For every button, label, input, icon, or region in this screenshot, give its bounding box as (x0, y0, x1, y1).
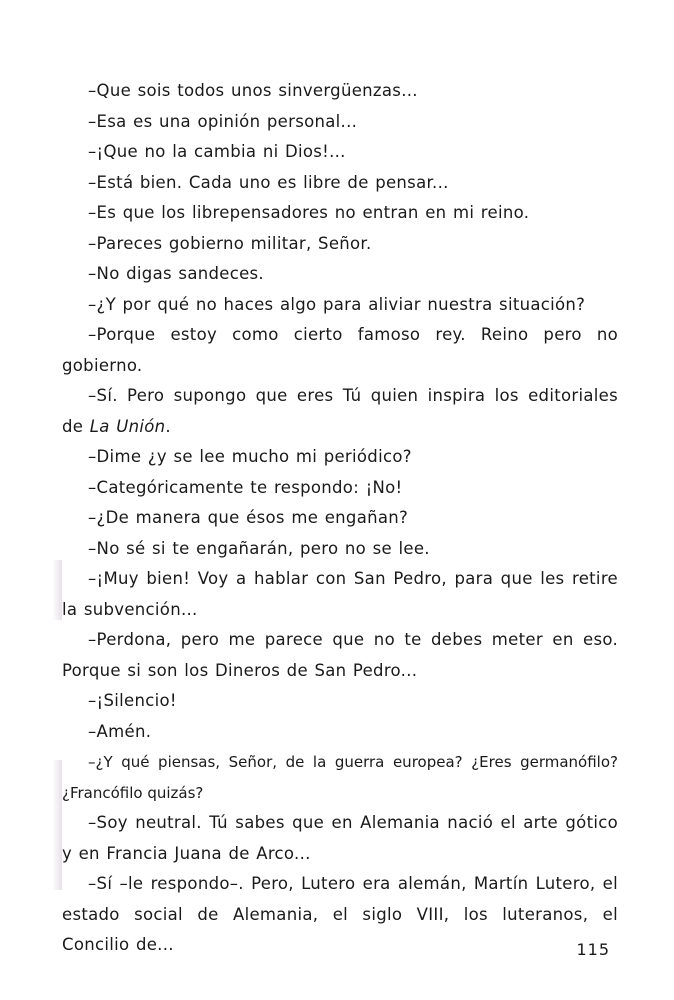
dialogue-line: –Categóricamente te respondo: ¡No! (88, 477, 403, 497)
dialogue-line: –Esa es una opinión personal... (88, 111, 358, 131)
page-number: 115 (576, 940, 610, 959)
dialogue-line: –Es que los librepensadores no entran en mi reino. (88, 203, 530, 222)
dialogue-line: –¿De manera que ésos me engañan? (88, 508, 409, 527)
dialogue-line: –¿Y por qué no haces algo para aliviar nuestra situación? (88, 294, 586, 314)
dialogue-line: –Amén. (88, 721, 152, 741)
dialogue-line: –¡Que no la cambia ni Dios!... (88, 142, 346, 161)
dialogue-line: –¿Y qué piensas, Señor, de la guerra europea? ¿Eres germanófilo? ¿Francófilo quizás? (62, 753, 618, 802)
dialogue-line: –Soy neutral. Tú sabes que en Alemania nació el arte gótico y en Francia Juana de Arco... (62, 813, 618, 863)
dialogue-text-segment: –Sí. Pero supongo que eres Tú quien inspira los editoriales de (62, 386, 618, 436)
dialogue-line: –Dime ¿y se lee mucho mi periódico? (88, 447, 412, 466)
dialogue-line: –¡Silencio! (88, 691, 177, 710)
dialogue-line: –Porque estoy como cierto famoso rey. Reino pero no gobierno. (62, 325, 618, 375)
dialogue-line: –Que sois todos unos sinvergüenzas... (88, 81, 418, 100)
dialogue-line: –Pareces gobierno militar, Señor. (88, 233, 372, 253)
page-edge-shadow (52, 760, 62, 890)
page-edge-shadow (52, 560, 62, 620)
dialogue-line: –Está bien. Cada uno es libre de pensar... (88, 172, 449, 192)
dialogue-line: –Sí –le respondo–. Pero, Lutero era alemán, Martín Lutero, el estado social de Alemania, el siglo VIII, los luteranos, el Concilio de... (62, 874, 618, 954)
dialogue-line: –Perdona, pero me parece que no te debes meter en eso. Porque si son los Dineros de San Pedro... (62, 630, 618, 680)
dialogue-line: –No sé si te engañarán, pero no se lee. (88, 538, 430, 558)
dialogue-line (62, 381, 618, 442)
newspaper-title: La Unión (89, 416, 166, 436)
dialogue-line: –¡Muy bien! Voy a hablar con San Pedro, para que les retire la subvención... (62, 569, 618, 619)
dialogue-line: –No digas sandeces. (88, 264, 264, 283)
dialogue-text-segment: . (165, 416, 171, 436)
dialogue-text (62, 76, 618, 961)
